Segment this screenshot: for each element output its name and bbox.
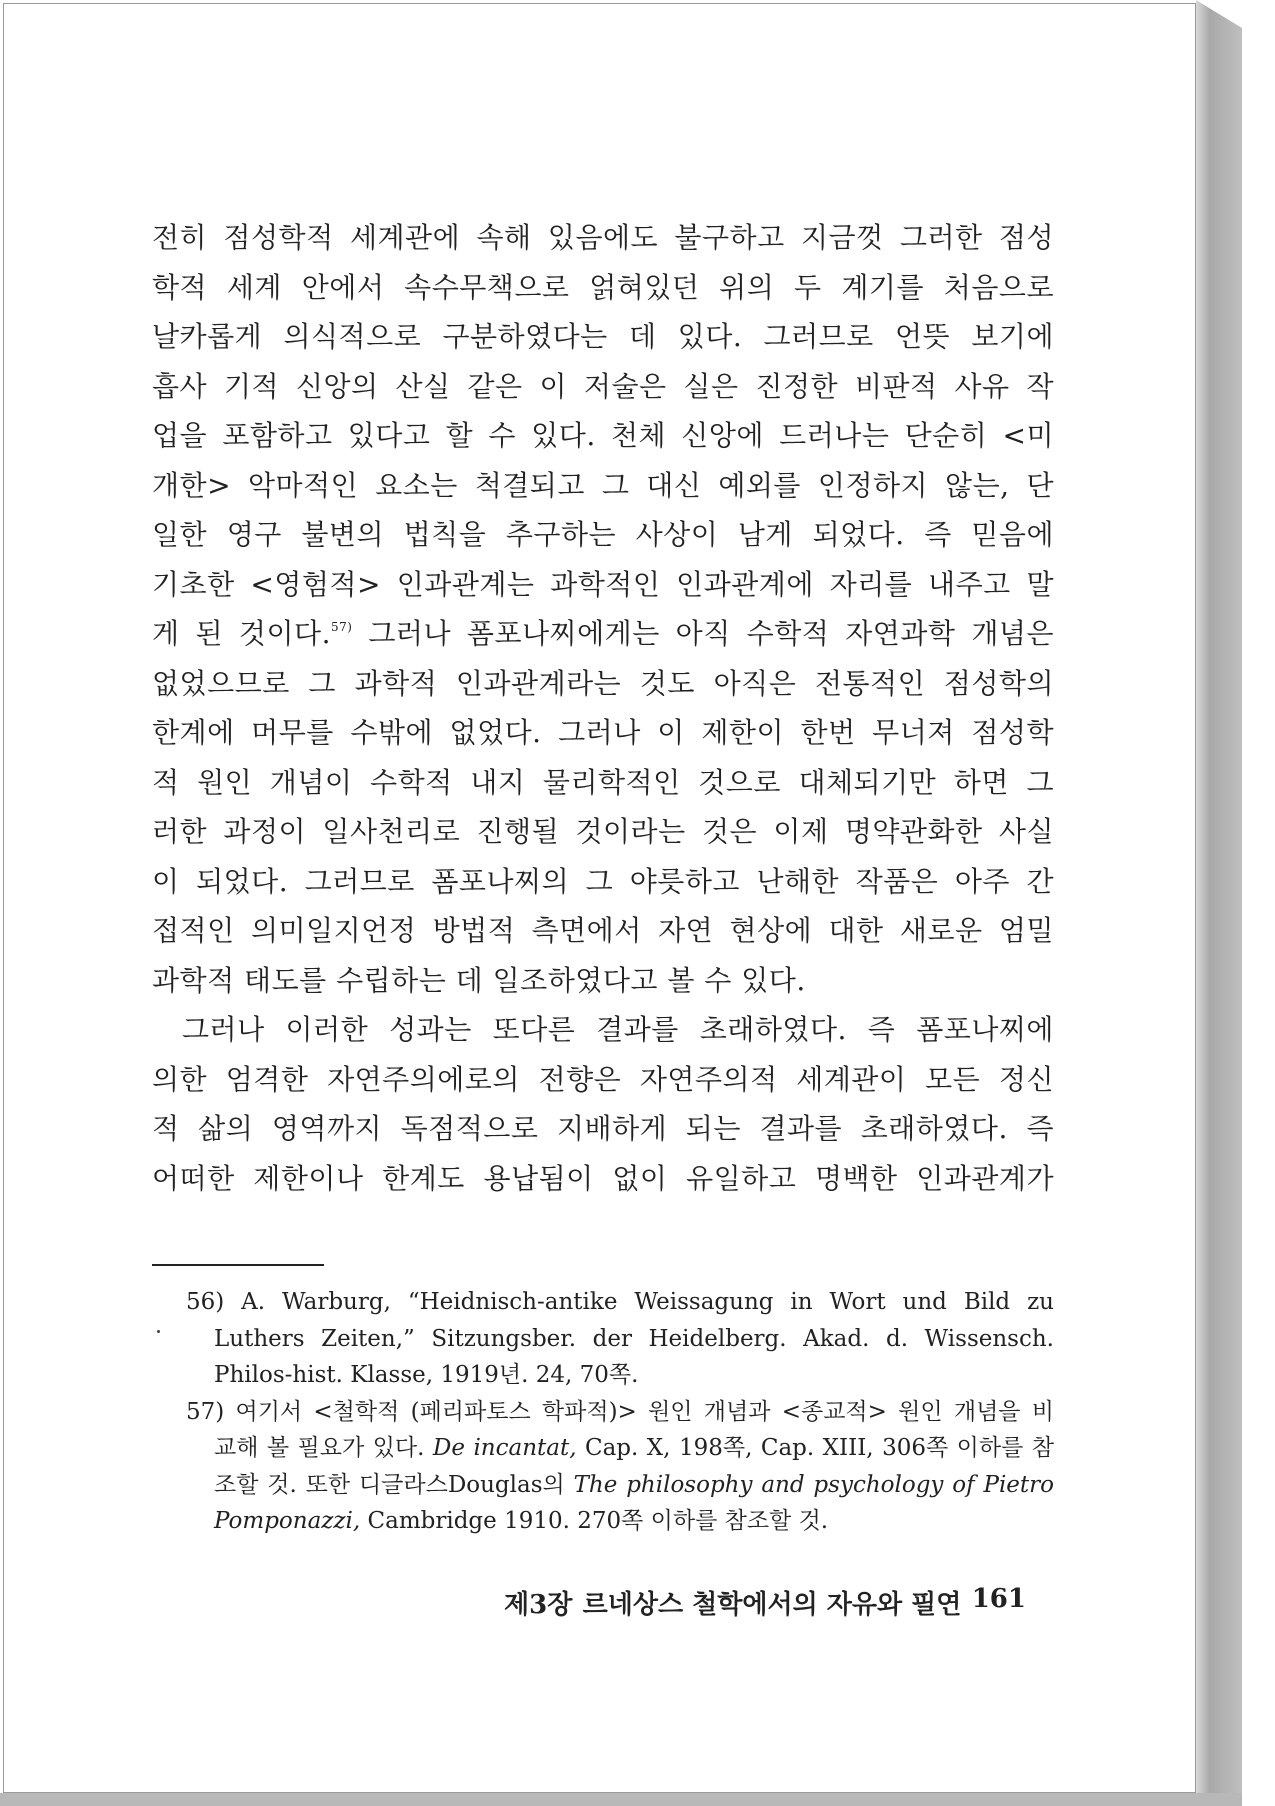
body-line: 이 되었다. 그러므로 폼포나찌의 그 야릇하고 난해한 작품은 아주 간 — [152, 864, 1054, 898]
body-line: 적 원인 개념이 수학적 내지 물리학적인 것으로 대체되기만 하면 그 — [152, 765, 1054, 799]
body-line-start: 게 된 것이다. — [152, 617, 331, 650]
body-line: 학적 세계 안에서 속수무책으로 얽혀있던 위의 두 계기를 처음으로 — [152, 270, 1054, 304]
body-line: 한계에 머무를 수밖에 없었다. 그러나 이 제한이 한번 무너져 점성학 — [152, 716, 1054, 749]
footnote-57-line: 57) 여기서 <철학적 (페리파토스 학파적)> 원인 개념과 <종교적> 원인 개념을 비 — [186, 1398, 1054, 1425]
running-footer — [504, 1584, 1026, 1621]
body-line: 업을 포함하고 있다고 할 수 있다. 천체 신앙에 드러나는 단순히 <미 — [152, 419, 1054, 452]
footnote-57-line — [186, 1503, 1054, 1540]
footnote-57-text: Cap. X, 198쪽, Cap. XIII, 306쪽 이하를 참 — [576, 1435, 1054, 1461]
footnote-separator — [152, 1264, 324, 1266]
chapter-label: 제3장 — [504, 1590, 573, 1620]
page-speck — [157, 1330, 160, 1333]
page-number: 161 — [971, 1584, 1026, 1614]
body-line: 일한 영구 불변의 법칙을 추구하는 사상이 남게 되었다. 즉 믿음에 — [152, 518, 1054, 551]
body-line: 러한 과정이 일사천리로 진행될 것이라는 것은 이제 명약관화한 사실 — [152, 815, 1054, 848]
footnote-57-work-title: De incantat, — [432, 1435, 577, 1461]
page-edge-right — [1196, 0, 1242, 1806]
body-line: 흡사 기적 신앙의 산실 같은 이 저술은 실은 진정한 비판적 사유 작 — [152, 369, 1054, 403]
body-text — [152, 213, 1054, 1203]
page-edge-bottom — [0, 1793, 1242, 1806]
chapter-title: 르네상스 철학에서의 자유와 필연 — [582, 1590, 962, 1620]
body-line-end: 그러나 폼포나찌에게는 아직 수학적 자연과학 개념은 — [352, 617, 1054, 650]
footnote-57-line — [186, 1467, 1054, 1504]
body-line: 적 삶의 영역까지 독점적으로 지배하게 되는 결과를 초래하였다. 즉 — [152, 1112, 1054, 1145]
footnote-57-text: Cambridge 1910. 270쪽 이하를 참조할 것. — [360, 1508, 829, 1534]
footnote-57-text: 조할 것. 또한 디글라스Douglas의 — [214, 1471, 565, 1498]
footnote-57-text: 교해 볼 필요가 있다. — [214, 1435, 425, 1461]
body-line: 개한> 악마적인 요소는 척결되고 그 대신 예외를 인정하지 않는, 단 — [152, 468, 1054, 502]
body-line: 그러나 이러한 성과는 또다른 결과를 초래하였다. 즉 폼포나찌에 — [182, 1013, 1054, 1046]
body-line: 의한 엄격한 자연주의에로의 전향은 자연주의적 세계관이 모든 정신 — [152, 1062, 1054, 1096]
footnote-57-book-title-cont: Pomponazzi, — [214, 1508, 361, 1534]
body-line: 접적인 의미일지언정 방법적 측면에서 자연 현상에 대한 새로운 엄밀 — [152, 914, 1054, 947]
body-line: 기초한 <영험적> 인과관계는 과학적인 인과관계에 자리를 내주고 말 — [152, 567, 1054, 601]
footnote-57-book-title: The philosophy and psychology of Pietro — [573, 1471, 1054, 1498]
body-line: 전히 점성학적 세계관에 속해 있음에도 불구하고 지금껏 그러한 점성 — [152, 221, 1054, 254]
body-line: 과학적 태도를 수립하는 데 일조하였다고 볼 수 있다. — [152, 963, 806, 997]
footnote-56-line: Philos-hist. Klasse, 1919년. 24, 70쪽. — [214, 1362, 639, 1388]
body-line-with-footnote-ref — [152, 609, 1054, 659]
footnote-ref-57[interactable]: 57) — [330, 620, 353, 634]
body-line: 날카롭게 의식적으로 구분하였다는 데 있다. 그러므로 언뜻 보기에 — [152, 320, 1054, 353]
body-line: 없었으므로 그 과학적 인과관계라는 것도 아직은 전통적인 점성학의 — [152, 666, 1054, 700]
body-line: 어떠한 제한이나 한계도 용납됨이 없이 유일하고 명백한 인과관계가 — [152, 1161, 1054, 1195]
footnote-56-line: Luthers Zeiten,” Sitzungsber. der Heidelberg. Akad. d. Wissensch. — [214, 1325, 1054, 1352]
footnote-56-line: 56) A. Warburg, “Heidnisch-antike Weissagung in Wort und Bild zu — [186, 1289, 1054, 1315]
footnotes — [186, 1284, 1054, 1540]
footnote-57-line — [186, 1430, 1054, 1467]
